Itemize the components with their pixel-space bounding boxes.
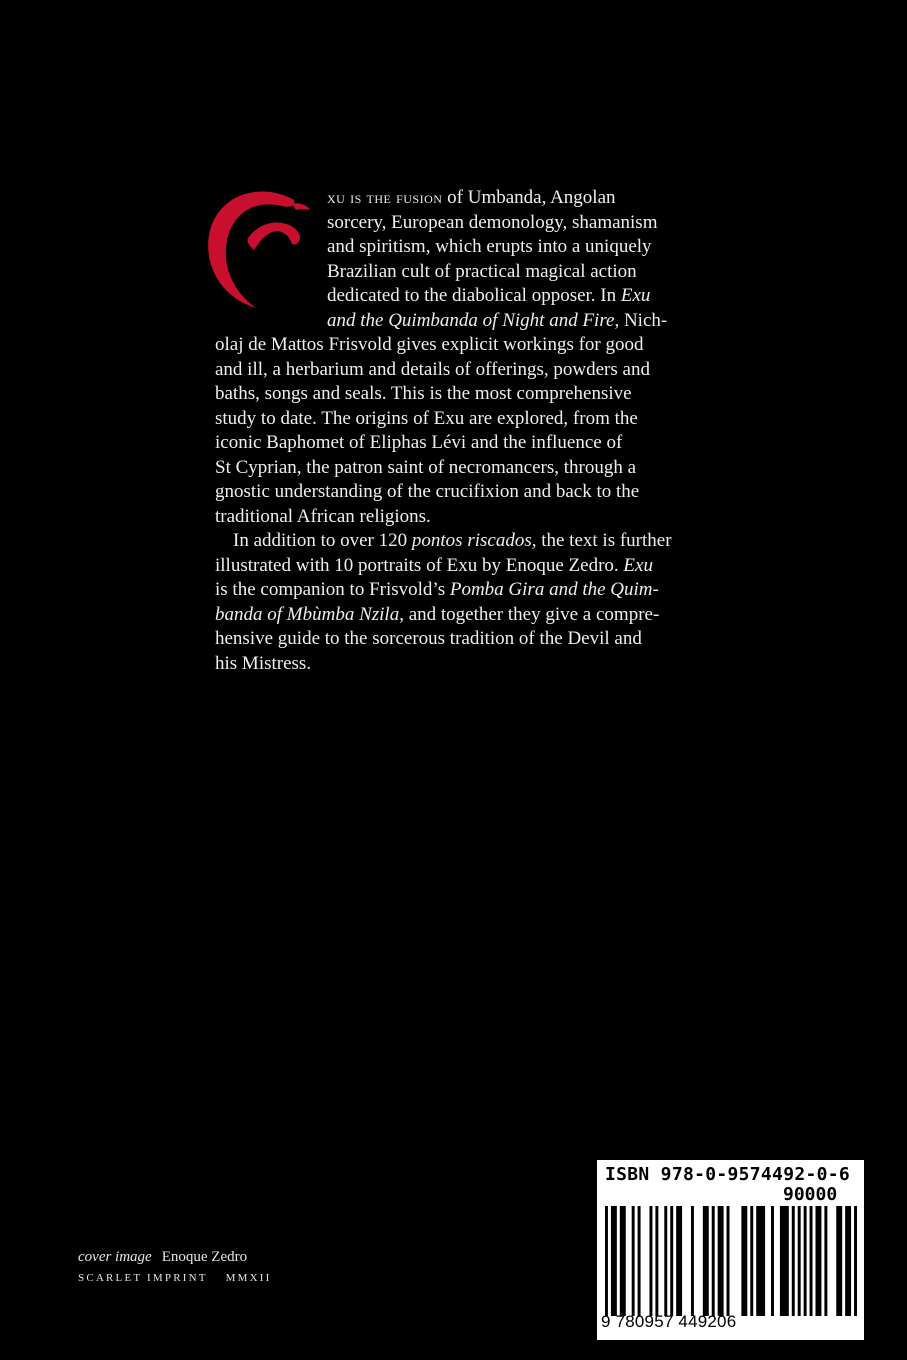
- blurb-paragraph-2: [215, 529, 695, 676]
- blurb-line: [215, 358, 695, 383]
- blurb-text: [215, 186, 695, 676]
- blurb-text-run: , and together they give a compre-: [399, 603, 660, 625]
- barcode-bar: [703, 1206, 709, 1316]
- blurb-text-run: and spiritism, which erupts into a uniquely: [327, 236, 652, 257]
- blurb-line: [215, 529, 695, 554]
- barcode-bar: [792, 1206, 795, 1316]
- barcode-bar: [836, 1206, 842, 1316]
- blurb-line: [215, 407, 695, 432]
- blurb-text-run: gnostic understanding of the crucifixion and back to the: [215, 481, 640, 502]
- blurb-text-run: St Cyprian, the patron saint of necromancers, through a: [215, 456, 637, 478]
- blurb-line: [215, 235, 695, 260]
- barcode-bar: [750, 1206, 753, 1316]
- barcode-bar: [632, 1206, 635, 1316]
- blurb-line: [215, 627, 695, 652]
- barcode-bar: [676, 1206, 682, 1316]
- cover-credit: [78, 1249, 272, 1270]
- blurb-line: [215, 211, 695, 236]
- barcode-bar: [691, 1206, 694, 1316]
- barcode-bars: [605, 1206, 857, 1316]
- barcode-bar: [620, 1206, 626, 1316]
- blurb-text-run: banda of Mbùmba Nzila: [215, 603, 400, 625]
- blurb-line: [215, 309, 695, 334]
- isbn-barcode: [597, 1160, 864, 1340]
- barcode-bar: [741, 1206, 747, 1316]
- blurb-text-run: baths, songs and seals. This is the most comprehensive: [215, 383, 632, 404]
- isbn-label: ISBN 978-0-9574492-0-6: [605, 1164, 851, 1185]
- price-code: 90000: [783, 1184, 838, 1205]
- blurb-text-run: and ill, a herbarium and details of offerings, powders and: [215, 358, 650, 380]
- blurb-line: [215, 480, 695, 505]
- blurb-text-run: xu is the fusion: [327, 188, 443, 207]
- blurb-text-run: and the Quimbanda of Night and Fire: [327, 309, 615, 331]
- barcode-bar: [798, 1206, 801, 1316]
- blurb-line: [215, 431, 695, 456]
- barcode-bar: [670, 1206, 673, 1316]
- blurb-text-run: hensive guide to the sorcerous tradition of the Devil and: [215, 628, 642, 649]
- blurb-text-run: is the companion to Frisvold’s: [215, 579, 450, 600]
- blurb-text-run: pontos riscados: [411, 530, 532, 551]
- blurb-line: [215, 284, 695, 309]
- barcode-bar: [780, 1206, 789, 1316]
- blurb-text-run: illustrated with 10 portraits of Exu by Enoque Zedro.: [215, 554, 624, 576]
- ean-digits: 9 780957 449206: [601, 1312, 737, 1331]
- barcode-bar: [810, 1206, 813, 1316]
- publication-year: MMXII: [225, 1272, 272, 1284]
- blurb-line: [215, 333, 695, 358]
- barcode-bar: [771, 1206, 774, 1316]
- blurb-paragraph-1: [215, 186, 695, 529]
- blurb-text-run: Exu: [623, 554, 653, 576]
- blurb-text-run: his Mistress.: [215, 652, 312, 674]
- blurb-text-run: study to date. The origins of Exu are explored, from the: [215, 407, 638, 429]
- cover-artist: Enoque Zedro: [161, 1249, 248, 1265]
- barcode-bar: [718, 1206, 724, 1316]
- barcode-bar: [712, 1206, 715, 1316]
- blurb-line: [215, 186, 695, 211]
- blurb-text-run: of Umbanda, Angolan: [442, 187, 616, 208]
- blurb-line: [215, 578, 695, 603]
- imprint-line: [78, 1272, 272, 1293]
- cover-image-label: cover image: [78, 1249, 152, 1265]
- barcode-bar: [815, 1206, 821, 1316]
- blurb-text-run: Brazilian cult of practical magical action: [327, 260, 637, 282]
- publisher-name: SCARLET IMPRINT: [78, 1272, 208, 1284]
- blurb-text-run: sorcery, European demonology, shamanism: [327, 211, 658, 233]
- blurb-line: [215, 456, 695, 481]
- barcode-bar: [756, 1206, 765, 1316]
- blurb-text-run: , Nich-: [614, 309, 668, 331]
- barcode-bar: [605, 1206, 608, 1316]
- blurb-text-run: Exu: [620, 285, 651, 306]
- blurb-text-run: , the text is further: [531, 530, 672, 551]
- blurb-text-run: dedicated to the diabolical opposer. In: [327, 285, 621, 306]
- blurb-line: [215, 260, 695, 285]
- barcode-bar: [664, 1206, 667, 1316]
- blurb-line: [215, 505, 695, 530]
- barcode-bar: [804, 1206, 807, 1316]
- blurb-line: [215, 652, 695, 677]
- blurb-line: [215, 554, 695, 579]
- blurb-text-run: traditional African religions.: [215, 505, 431, 527]
- blurb-text-run: In addition to over 120: [233, 530, 412, 551]
- barcode-bar: [854, 1206, 857, 1316]
- barcode-bar: [845, 1206, 851, 1316]
- barcode-bar: [638, 1206, 641, 1316]
- blurb-text-run: olaj de Mattos Frisvold gives explicit workings for good: [215, 334, 644, 355]
- blurb-line: [215, 382, 695, 407]
- barcode-bar: [824, 1206, 827, 1316]
- barcode-bar: [649, 1206, 652, 1316]
- barcode-bar: [611, 1206, 617, 1316]
- barcode-bar: [727, 1206, 730, 1316]
- blurb-text-run: iconic Baphomet of Eliphas Lévi and the influence of: [215, 432, 623, 453]
- credits: [78, 1249, 272, 1293]
- blurb-line: [215, 603, 695, 628]
- blurb-text-run: Pomba Gira and the Quim-: [449, 579, 659, 600]
- barcode-bar: [655, 1206, 658, 1316]
